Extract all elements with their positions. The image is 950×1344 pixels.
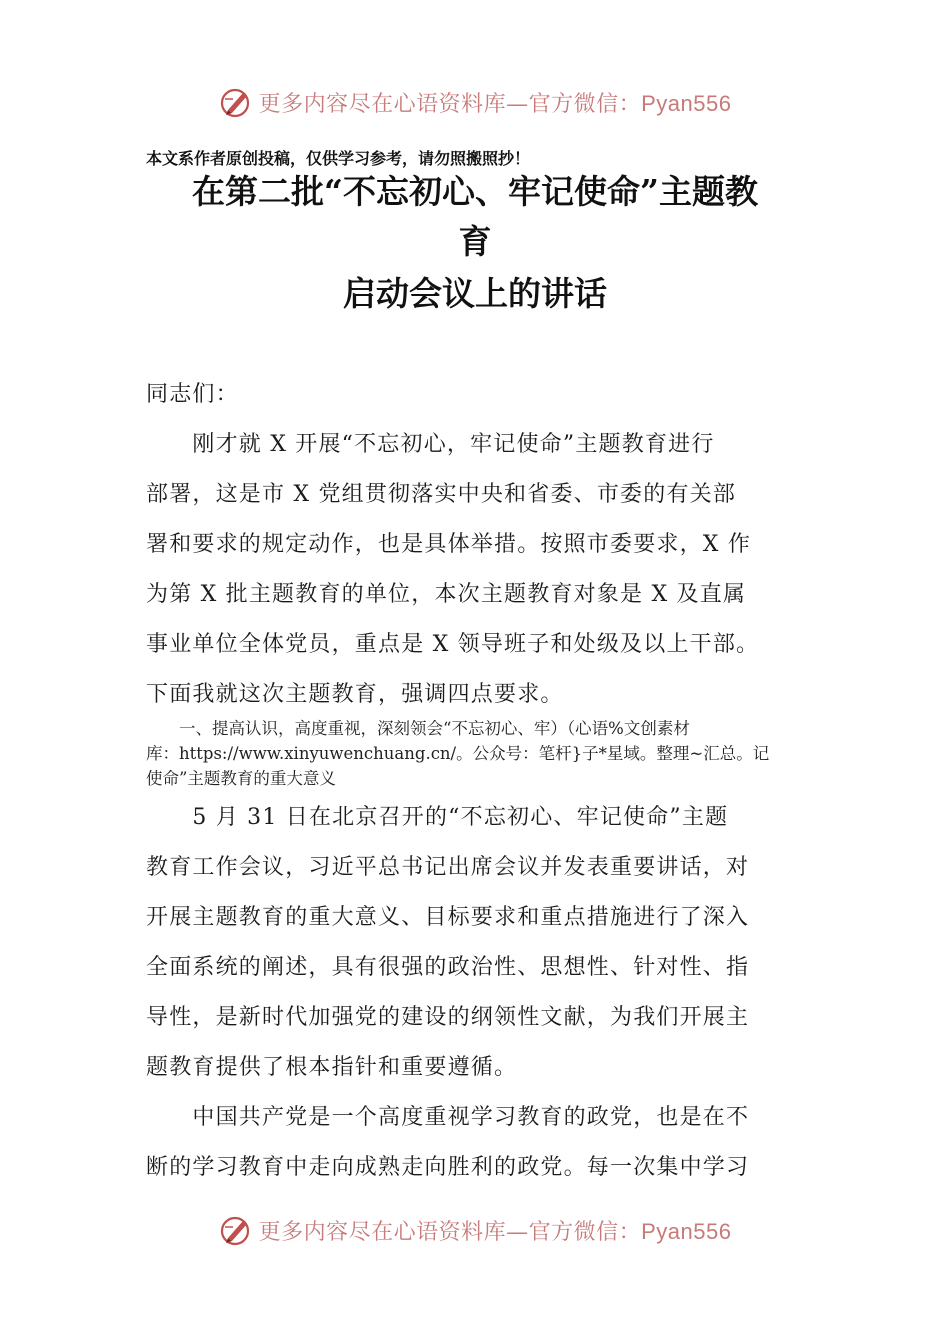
banner-text: 更多内容尽在心语资料库—官方微信：Pyan556: [258, 90, 732, 117]
banner-text: 更多内容尽在心语资料库—官方微信：Pyan556: [258, 1218, 732, 1245]
body-line: 教育工作会议，习近平总书记出席会议并发表重要讲话，对: [146, 855, 750, 880]
header-banner: [0, 82, 950, 122]
document-title-line-2: 育: [458, 222, 492, 261]
pen-circle-logo-icon: [219, 1213, 253, 1247]
footer-banner: [0, 1210, 950, 1250]
body-line: 导性，是新时代加强党的建设的纲领性文献，为我们开展主: [146, 1005, 750, 1030]
body-line: 事业单位全体党员，重点是 X 领导班子和处级及以上干部。: [146, 632, 760, 657]
body-line: 为第 X 批主题教育的单位，本次主题教育对象是 X 及直属: [146, 582, 747, 607]
banner-wechat-id: Pyan556: [641, 1218, 732, 1244]
body-line: 断的学习教育中走向成熟走向胜利的政党。每一次集中学习: [146, 1155, 750, 1180]
author-note: 本文系作者原创投稿，仅供学习参考，请勿照搬照抄！: [146, 149, 531, 168]
body-line: 题教育提供了根本指针和重要遵循。: [146, 1055, 518, 1080]
body-line: 署和要求的规定动作，也是具体举措。按照市委要求，X 作: [146, 532, 752, 557]
body-line: 全面系统的阐述，具有很强的政治性、思想性、针对性、指: [146, 955, 750, 980]
section-heading-line: 库：https://www.xinyuwenchuang.cn/。公众号：笔杆}子*星域。整理~汇总。记: [146, 744, 770, 763]
body-line: 下面我就这次主题教育，强调四点要求。: [146, 682, 564, 707]
body-line: 部署，这是市 X 党组贯彻落实中央和省委、市委的有关部: [146, 482, 737, 507]
body-line: 同志们：: [146, 382, 239, 407]
section-heading-line: 使命”主题教育的重大意义: [146, 769, 336, 788]
body-line: 开展主题教育的重大意义、目标要求和重点措施进行了深入: [146, 905, 750, 930]
pen-circle-logo-icon: [219, 85, 253, 119]
document-title-line-1: 在第二批“不忘初心、牢记使命”主题教: [192, 172, 758, 211]
document-title-line-3: 启动会议上的讲话: [343, 274, 607, 313]
banner-wechat-id: Pyan556: [641, 90, 732, 116]
body-line: 5 月 31 日在北京召开的“不忘初心、牢记使命”主题: [146, 805, 729, 830]
section-heading-line: 一、提高认识，高度重视，深刻领会“不忘初心、牢）（心语%文创素材: [146, 719, 690, 738]
body-line: 刚才就 X 开展“不忘初心，牢记使命”主题教育进行: [146, 432, 715, 457]
body-line: 中国共产党是一个高度重视学习教育的政党，也是在不: [146, 1105, 750, 1130]
